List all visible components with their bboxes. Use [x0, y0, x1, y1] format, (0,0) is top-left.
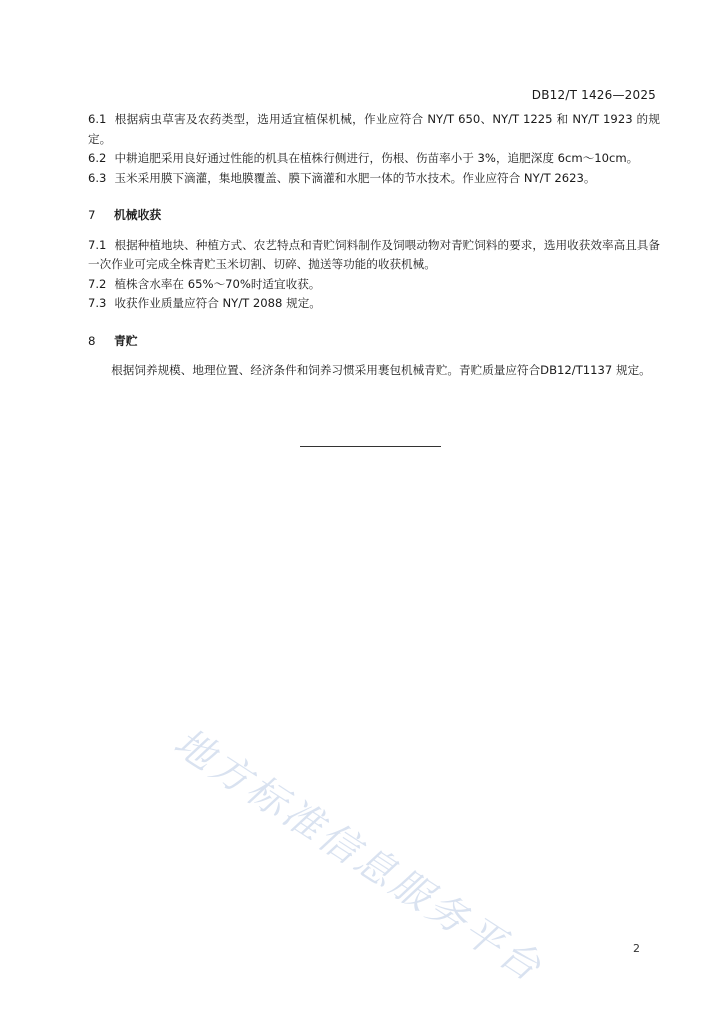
clause-text: 收获作业质量应符合 NY/T 2088 规定。	[114, 296, 321, 310]
section-6	[88, 110, 660, 188]
section-heading	[88, 206, 660, 226]
page-number: 2	[633, 942, 640, 955]
section-title: 青贮	[114, 333, 138, 348]
clause-text: 根据种植地块、种植方式、农艺特点和青贮饲料制作及饲喂动物对青贮饲料的要求，选用收获效率高且具备一次作业可完成全株青贮玉米切割、切碎、抛送等功能的收获机械。	[88, 237, 660, 271]
clause-text: 玉米采用膜下滴灌，集地膜覆盖、膜下滴灌和水肥一体的节水技术。作业应符合 NY/T 2623。	[114, 170, 596, 185]
clause-number: 6.3	[88, 170, 107, 185]
clause-number: 7.3	[88, 296, 107, 310]
clause-text: 植株含水率在 65%～70%时适宜收获。	[114, 276, 321, 291]
section-8	[88, 332, 660, 381]
clause-number: 7.2	[88, 276, 107, 291]
end-of-standard-rule	[300, 446, 441, 447]
section-title: 机械收获	[114, 208, 162, 222]
document-body	[88, 110, 660, 381]
section-7	[88, 206, 660, 314]
section-paragraph: 根据饲养规模、地理位置、经济条件和饲养习惯采用裹包机械青贮。青贮质量应符合DB12/T1137 规定。	[111, 363, 651, 377]
clause-number: 7.1	[88, 237, 107, 252]
clause-6-3	[88, 169, 660, 189]
section-number: 8	[88, 333, 96, 348]
clause-7-1	[88, 236, 660, 275]
clause-text: 中耕追肥采用良好通过性能的机具在植株行侧进行，伤根、伤苗率小于 3%，追肥深度 6cm～10cm。	[114, 151, 639, 165]
clause-7-3	[88, 294, 660, 314]
clause-number: 6.2	[88, 151, 107, 165]
clause-text: 根据病虫草害及农药类型，选用适宜植保机械，作业应符合 NY/T 650、NY/T 1225 和 NY/T 1923 的规定。	[88, 112, 660, 146]
clause-6-2	[88, 149, 660, 169]
watermark: 地方标准信息服务平台	[165, 720, 551, 993]
section-heading	[88, 332, 660, 352]
clause-6-1	[88, 110, 660, 149]
section-number: 7	[88, 208, 96, 222]
clause-number: 6.1	[88, 112, 107, 126]
clause-7-2	[88, 275, 660, 295]
document-code: DB12/T 1426—2025	[531, 88, 656, 102]
